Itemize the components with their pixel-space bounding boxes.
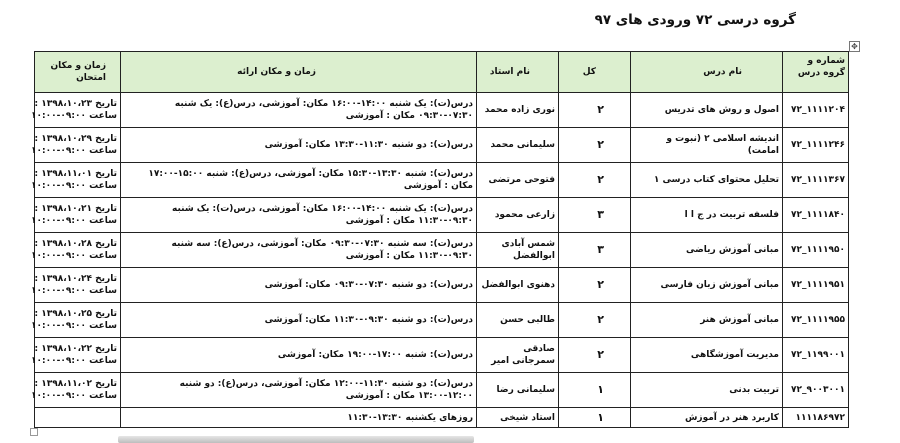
exam-date: تاریخ ۱۳۹۸،۱۰،۲۸ : [34,239,117,249]
course-schedule: درس(ت): شنبه ۱۳:۳۰-۱۵:۳۰ مکان: آموزشی، درس(ع): شنبه ۱۵:۰۰-۱۷:۰۰ مکان : آموزشی [121,163,477,198]
course-credits: ۲ [559,128,631,163]
exam-time: ساعت ۰۹:۰۰-۱۰:۰۰ [31,251,117,261]
exam-time: ساعت ۰۹:۰۰-۱۰:۰۰ [31,181,117,191]
course-name: مبانی آموزش زبان فارسی [631,268,783,303]
course-professor: نوری زاده محمد [477,93,559,128]
course-name: فلسفه تربیت در ج ا ا [631,198,783,233]
exam-date: تاریخ ۱۳۹۸،۱۰،۲۹ : [34,134,117,144]
table-move-handle-icon[interactable]: ✥ [849,41,860,52]
course-name: اصول و روش های تدریس [631,93,783,128]
course-credits: ۲ [559,338,631,373]
course-name: مبانی آموزش ریاضی [631,233,783,268]
course-schedule: درس(ت): دو شنبه ۰۷:۳۰-۰۹:۳۰ مکان: آموزشی [121,268,477,303]
course-schedule: درس(ت): شنبه ۱۷:۰۰-۱۹:۰۰ مکان: آموزشی [121,338,477,373]
course-professor: زارعی محمود [477,198,559,233]
course-code: ۱۱۹۹۰۰۱_۷۲ [783,338,849,373]
course-code: ۱۱۱۱۲۴۶_۷۲ [783,128,849,163]
course-professor: صادقی سمرجانی امیر [477,338,559,373]
course-name: کاربرد هنر در آموزش [631,408,783,428]
course-schedule: درس(ت): یک شنبه ۱۴:۰۰-۱۶:۰۰ مکان: آموزشی، درس(ع): یک شنبه ۰۷:۳۰-۰۹:۳۰ مکان : آموزشی [121,93,477,128]
table-row [35,303,849,338]
header-professor: نام استاد [477,52,559,93]
exam-date: تاریخ ۱۳۹۸،۱۰،۲۱ : [34,204,117,214]
course-exam [31,93,121,128]
course-schedule: درس(ت): یک شنبه ۱۴:۰۰-۱۶:۰۰ مکان: آموزشی، درس(ت): یک شنبه ۰۹:۳۰-۱۱:۳۰ مکان : آموزشی [121,198,477,233]
course-code: ۱۱۱۱۹۵۵_۷۲ [783,303,849,338]
table-row [35,233,849,268]
table-row [35,198,849,233]
header-name: نام درس [631,52,783,93]
course-name: اندیشه اسلامی ۲ (نبوت و امامت) [631,128,783,163]
exam-time: ساعت ۰۹:۰۰-۱۰:۰۰ [31,216,117,226]
course-schedule: روزهای یکشنبه ۱۳:۳۰-۱۱:۳۰ [121,408,477,428]
exam-time: ساعت ۰۹:۰۰-۱۰:۰۰ [31,286,117,296]
exam-date: تاریخ ۱۳۹۸،۱۰،۲۵ : [34,309,117,319]
course-credits: ۳ [559,233,631,268]
cursor-marker-icon [30,428,38,436]
course-professor: استاد شیخی [477,408,559,428]
course-code: ۱۱۱۱۳۶۷_۷۲ [783,163,849,198]
course-code: ۱۱۱۱۹۵۱_۷۲ [783,268,849,303]
course-credits: ۳ [559,198,631,233]
course-exam [31,163,121,198]
course-schedule: درس(ت): دو شنبه ۰۹:۳۰-۱۱:۳۰ مکان: آموزشی [121,303,477,338]
course-credits: ۲ [559,93,631,128]
course-credits: ۲ [559,303,631,338]
course-credits: ۲ [559,163,631,198]
course-name: مبانی آموزش هنر [631,303,783,338]
course-credits: ۲ [559,268,631,303]
exam-date: تاریخ ۱۳۹۸،۱۰،۲۳ : [34,99,117,109]
page-title: گروه درسی ۷۲ ورودی های ۹۷ [594,12,796,28]
course-exam [31,373,121,408]
course-code: ۱۱۱۱۸۴۰_۷۲ [783,198,849,233]
course-professor: سلیمانی رضا [477,373,559,408]
table-row [35,373,849,408]
course-professor: طالبی حسن [477,303,559,338]
exam-time: ساعت ۰۹:۰۰-۱۰:۰۰ [31,146,117,156]
course-schedule: درس(ت): دو شنبه ۱۱:۳۰-۱۲:۰۰ مکان: آموزشی، درس(ع): دو شنبه ۱۲:۰۰-۱۳:۰۰ مکان : آموزشی [121,373,477,408]
exam-time: ساعت ۰۹:۰۰-۱۰:۰۰ [31,321,117,331]
course-credits: ۱ [559,373,631,408]
course-name: مدیریت آموزشگاهی [631,338,783,373]
exam-date: تاریخ ۱۳۹۸،۱۱،۰۱ : [34,169,117,179]
table-row [35,408,849,428]
exam-date: تاریخ ۱۳۹۸،۱۰،۲۲ : [34,344,117,354]
course-professor: فتوحی مرتضی [477,163,559,198]
exam-date: تاریخ ۱۳۹۸،۱۰،۲۴ : [34,274,117,284]
table-row [35,268,849,303]
exam-time: ساعت ۰۹:۰۰-۱۰:۰۰ [31,391,117,401]
header-exam: زمان و مکان امتحان [35,52,121,93]
course-exam [31,128,121,163]
table-row [35,338,849,373]
table-row [35,128,849,163]
course-schedule: درس(ت): سه شنبه ۰۷:۳۰-۰۹:۳۰ مکان: آموزشی، درس(ع): سه شنبه ۰۹:۳۰-۱۱:۳۰ مکان : آموزشی [121,233,477,268]
course-schedule: درس(ت): دو شنبه ۱۱:۳۰-۱۳:۳۰ مکان: آموزشی [121,128,477,163]
course-code: ۱۱۱۱۹۵۰_۷۲ [783,233,849,268]
table-row [35,93,849,128]
header-code: شماره و گروه درس [783,52,849,93]
exam-time: ساعت ۰۹:۰۰-۱۰:۰۰ [31,356,117,366]
course-professor: شمس آبادی ابوالفضل [477,233,559,268]
exam-date: تاریخ ۱۳۹۸،۱۱،۰۲ : [34,379,117,389]
exam-time: ساعت ۰۹:۰۰-۱۰:۰۰ [31,111,117,121]
course-exam [31,268,121,303]
course-exam [31,338,121,373]
header-credits: کل [559,52,631,93]
course-code: ۱۱۱۱۲۰۴_۷۲ [783,93,849,128]
course-exam [31,198,121,233]
course-exam [35,408,121,428]
table-row [35,163,849,198]
course-name: تحلیل محتوای کتاب درسی ۱ [631,163,783,198]
course-code: ۱۱۱۱۸۶۹۷۲ [783,408,849,428]
course-exam [31,233,121,268]
scroll-shadow [118,436,474,443]
course-name: تربیت بدنی [631,373,783,408]
table-header-row [35,52,849,93]
course-table [31,51,849,428]
course-exam [31,303,121,338]
header-schedule: زمان و مکان ارائه [121,52,477,93]
course-credits: ۱ [559,408,631,428]
course-professor: سلیمانی محمد [477,128,559,163]
course-professor: دهنوی ابوالفضل [477,268,559,303]
course-code: ۹۰۰۳۰۰۱_۷۲ [783,373,849,408]
